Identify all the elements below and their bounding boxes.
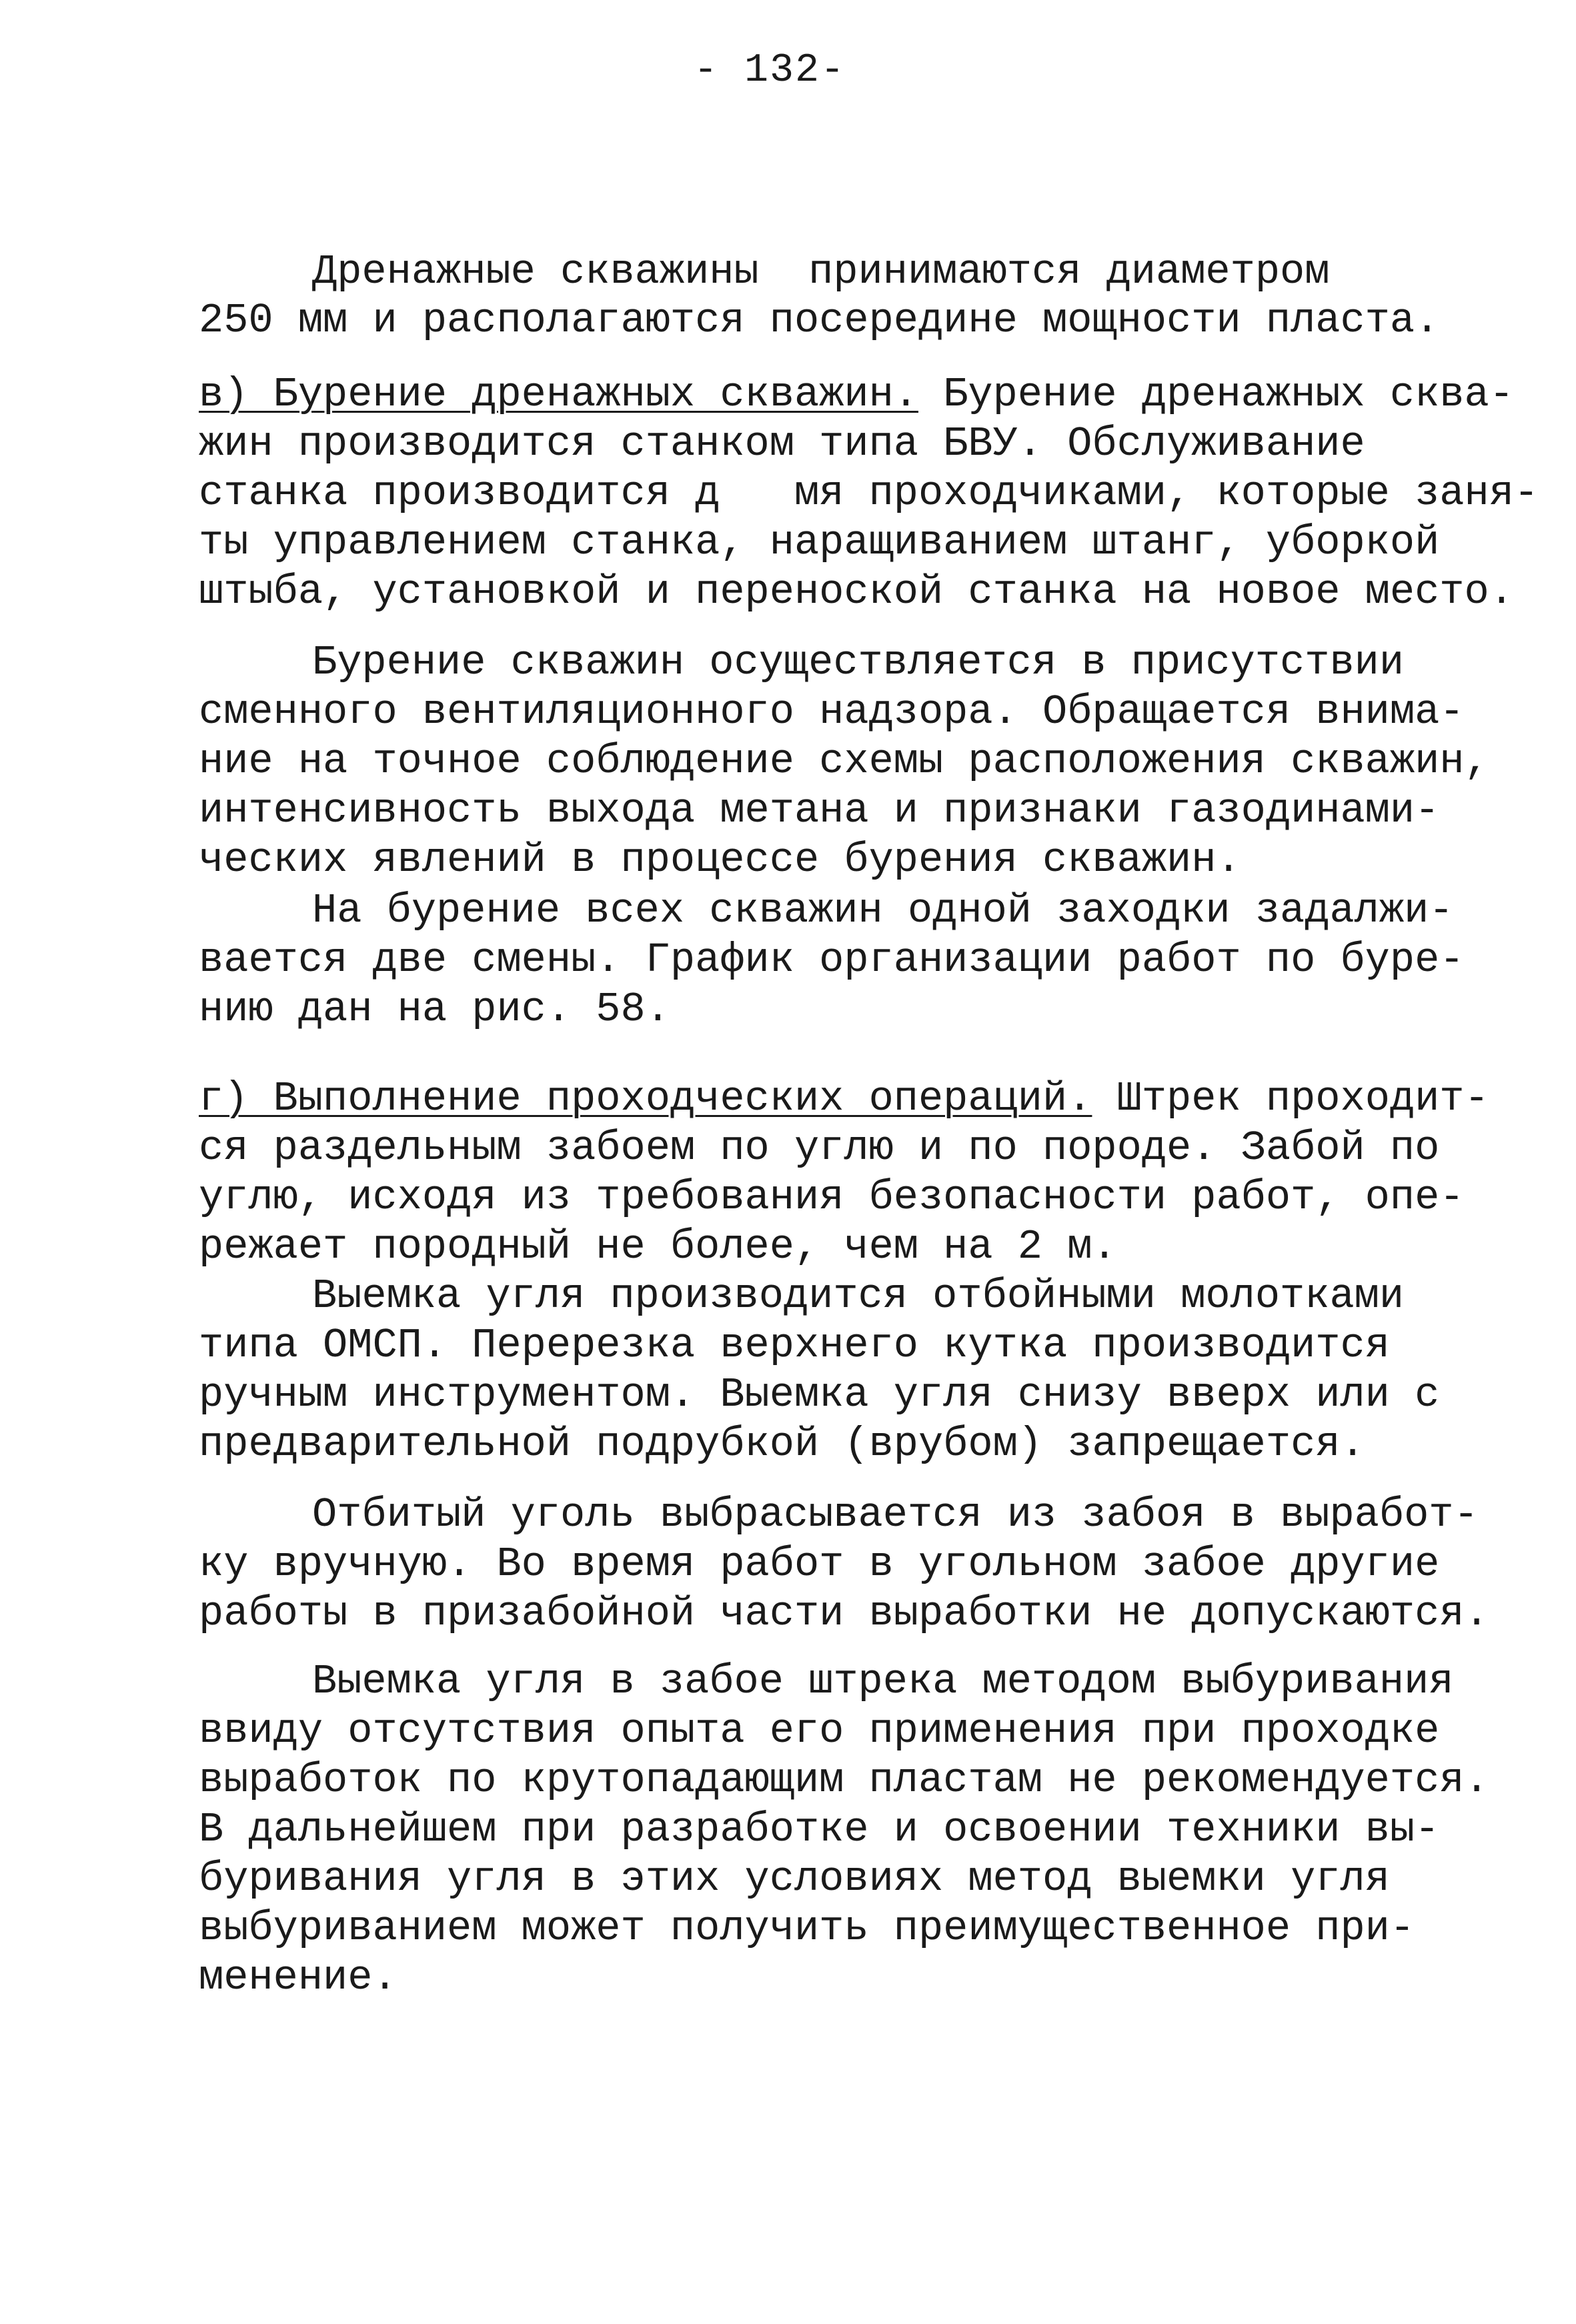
text-line: менение. [199,1954,398,2001]
text-line: жин производится станком типа БВУ. Обслуживание [199,420,1365,467]
text-line: На бурение всех скважин одной заходки задалжи- [312,887,1454,934]
text-line: предварительной подрубкой (врубом) запрещается. [199,1420,1365,1468]
text-line: Дренажные скважины принимаются диаметром [312,248,1330,295]
text-line: ку вручную. Во время работ в угольном забое другие [199,1540,1440,1588]
text-line [199,1075,1489,1122]
text-line: выработок по крутопадающим пластам не рекомендуется. [199,1757,1489,1804]
text-line: Выемка угля в забое штрека методом выбуривания [312,1658,1454,1705]
text-span: Штрек проходит- [1092,1075,1489,1122]
text-line: вается две смены. График организации работ по буре- [199,936,1465,984]
text-line: режает породный не более, чем на 2 м. [199,1223,1117,1270]
text-line: углю, исходя из требования безопасности работ, опе- [199,1174,1465,1221]
text-line: работы в призабойной части выработки не допускаются. [199,1590,1489,1637]
text-line: станка производится д мя проходчиками, которые заня- [199,469,1539,517]
text-line: ты управлением станка, наращиванием штанг, уборкой [199,519,1440,566]
text-line: ручным инструментом. Выемка угля снизу вверх или с [199,1371,1440,1418]
section-heading-g: г) Выполнение проходческих операций. [199,1075,1092,1122]
text-line: Выемка угля производится отбойными молотками [312,1272,1405,1320]
text-line: В дальнейшем при разработке и освоении техники вы- [199,1806,1440,1853]
text-line: ние на точное соблюдение схемы расположения скважин, [199,738,1489,785]
text-line: нию дан на рис. 58. [199,986,670,1033]
text-line: буривания угля в этих условиях метод выемки угля [199,1855,1390,1903]
text-line: выбуриванием может получить преимущественное при- [199,1905,1415,1952]
section-heading-v: в) Бурение дренажных скважин. [199,371,918,418]
text-line: интенсивность выхода метана и признаки газодинами- [199,787,1440,834]
text-line: ввиду отсутствия опыта его применения при проходке [199,1707,1440,1755]
text-line [199,371,1514,418]
text-span: Бурение дренажных сква- [918,371,1514,418]
text-line: ся раздельным забоем по углю и по породе. Забой по [199,1124,1440,1172]
text-line: штыба, установкой и переноской станка на новое место. [199,568,1514,616]
text-line: Бурение скважин осуществляется в присутствии [312,639,1405,686]
text-line: типа ОМСП. Перерезка верхнего кутка производится [199,1322,1390,1369]
text-line: сменного вентиляционного надзора. Обращается внима- [199,688,1465,736]
page-number: - 132- [694,48,846,93]
text-line: Отбитый уголь выбрасывается из забоя в выработ- [312,1491,1479,1538]
text-line: 250 мм и располагаются посередине мощности пласта. [199,297,1440,344]
text-line: ческих явлений в процессе бурения скважин. [199,836,1241,884]
